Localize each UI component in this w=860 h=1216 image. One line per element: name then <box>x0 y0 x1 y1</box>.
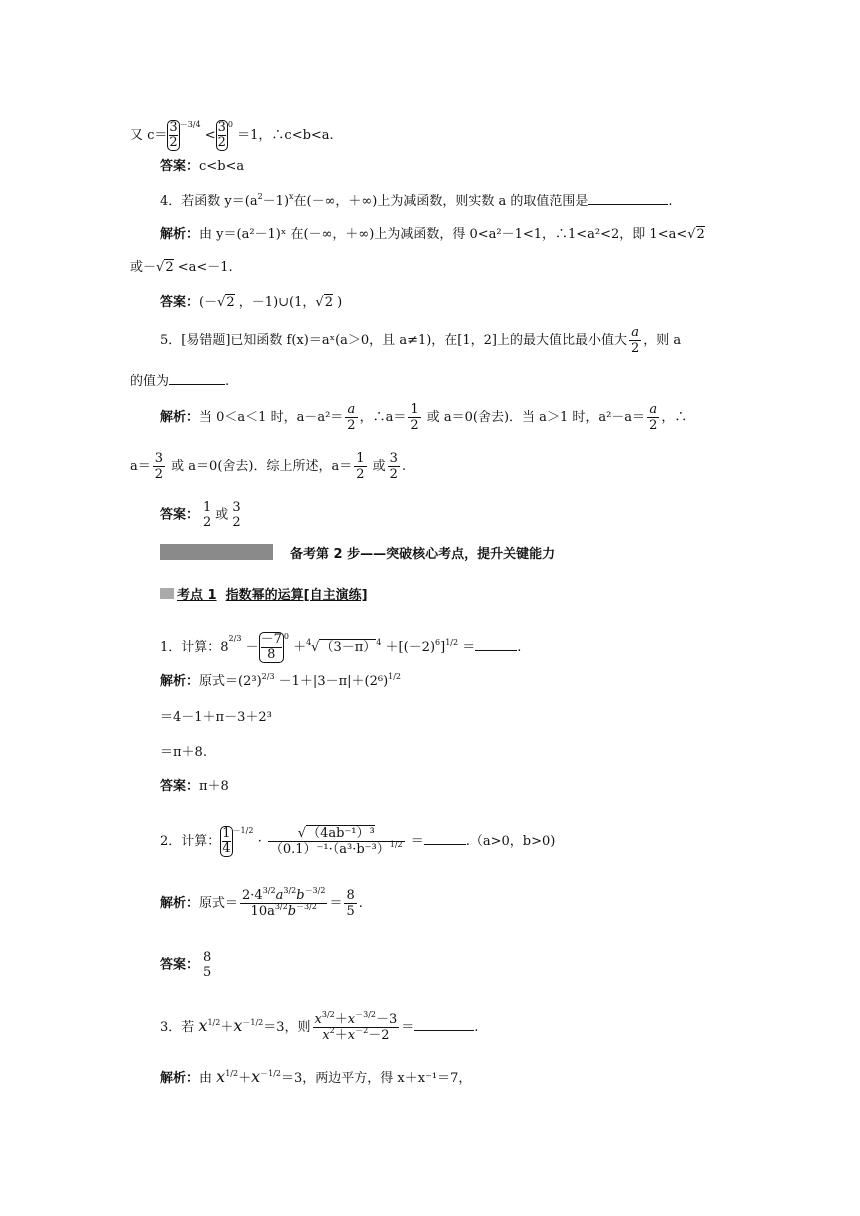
answer-calc-2: 答案： 8 5 <box>160 950 212 980</box>
kaodian-icon <box>160 588 174 599</box>
calc-1-step3: ＝π＋8. <box>160 745 207 760</box>
frac-a-2: $\frac{a}{2}$ <box>631 325 640 356</box>
section-title: 备考第 2 步——突破核心考点，提升关键能力 <box>290 547 556 562</box>
calc-2-fraction: $\frac{\text{√（4ab⁻¹）³}}{(0.1)^{-1}\cdot(a^3\cdot b^{-3})^{1/2}}$ <box>269 826 403 857</box>
section-bar <box>160 544 273 560</box>
kaodian-1: 考点 1 指数幂的运算[自主演练] <box>160 587 368 605</box>
solution-5: 解析：当 0＜a＜1 时，a－a²＝ $\frac{a}{2}$ ，∴a＝ $\frac{1}{2}$ 或 a＝0(舍去)．当 a＞1 时，a²－a＝ $\frac{a}{2}$ ，∴ <box>160 402 688 433</box>
solution-5-cont: a＝ $\frac{3}{2}$ 或 a＝0(舍去)．综上所述，a＝ $\frac{1}{2}$ 或 $\frac{3}{2}$ . <box>130 451 407 482</box>
calc-1-step2: ＝4－1＋π－3＋2³ <box>160 710 272 725</box>
calc-3-solution: 解析：由 $x^{1/2}+x^{-1/2}=3$，两边平方，得 x＋x⁻¹＝7， <box>160 1067 472 1086</box>
answer-1: 答案：c<b<a <box>160 159 245 174</box>
text-pre: 又 c＝ <box>130 128 168 143</box>
question-4: 4．若函数 $y=(a^2-1)^x$在(－∞，＋∞)上为减函数，则实数 a 的取值范围是 . <box>160 192 673 209</box>
calc-3: 3．若 $x^{1/2}+x^{-1/2}=3$，则 $\frac{x^{3/2}+x^{-3/2}-3}{x^2+x^{-2}-2}$ ＝ . <box>160 1010 479 1043</box>
solution-4-cont: 或－√2 <a<－1. <box>130 260 233 275</box>
calc-2: 2．计算： $\frac{1}{4}$ $^{-1/2}$ · $\frac{\text{√（4ab⁻¹）³}}{(0.1)^{-1}\cdot(a^3\cdot b^{-3})^{1/2}}$ ＝ .（a>0，b>0) <box>160 826 556 857</box>
blank-q4 <box>588 192 668 205</box>
question-5-cont: 的值为 . <box>130 374 230 389</box>
question-5: 5．[易错题]已知函数 f(x)＝aˣ(a＞0，且 a≠1)，在[1，2]上的最大值比最小值大 $\frac{a}{2}$ ，则 a <box>160 325 682 356</box>
line-c-compare: 又 c＝ $\frac{3}{2}$ $^{-3/4}$ < $\frac{3}{2}$ $^0$ ＝1，∴c<b<a. <box>130 120 334 150</box>
answer-calc-1: 答案：π＋8 <box>160 779 229 794</box>
paren-3-2: $\frac{3}{2}$ <box>169 120 178 150</box>
answer-4: 答案：(－√2 ，－1)∪(1，√2 ) <box>160 295 343 310</box>
answer-5: 答案： 1 2 或 3 2 <box>160 500 241 530</box>
calc-1: 1．计算：$8^{2/3}$ － $\frac{-7}{8}$ $^0 +^4√(3-\pi)^4 +[(-2)^6]^{1/2}$ ＝ . <box>160 632 522 662</box>
solution-4: 解析：由 y＝(a²－1)ˣ 在(－∞，＋∞)上为减函数，得 0<a²－1<1，∴1<a²<2，即 1<a<√2 <box>160 227 705 242</box>
calc-2-solution: 解析：原式＝ $\frac{2\cdot 4^{3/2}a^{3/2}b^{-3/2}}{10a^{3/2}b^{-3/2}}$ ＝ $\frac{8}{5}$ . <box>160 886 363 919</box>
calc-1-solution: 解析：原式$=(2^3)^{2/3} -1+|3-\pi|+(2^6)^{1/2}$ <box>160 672 402 689</box>
paren-3-2-b: $\frac{3}{2}$ <box>217 120 226 150</box>
